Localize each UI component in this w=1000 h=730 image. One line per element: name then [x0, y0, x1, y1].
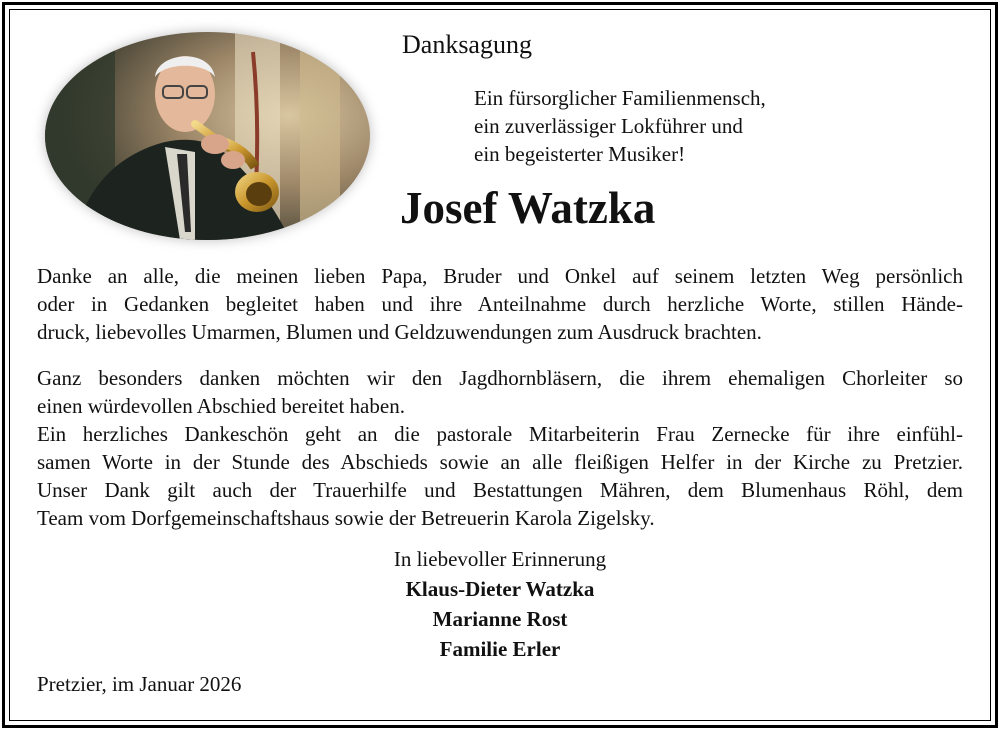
signatory-name: Marianne Rost [432, 607, 568, 631]
paragraph-line: Team vom Dorfgemeinschaftshaus sowie der Betreuerin Karola Zigelsky. [37, 506, 655, 530]
paragraph-line: oder in Gedanken begleitet haben und ihre Anteilnahme durch herzliche Worte, stillen Hände- [37, 292, 963, 316]
paragraph-line: einen würdevollen Abschied bereitet haben. [37, 394, 405, 418]
signatory-name: Familie Erler [439, 637, 561, 661]
signoff-block [250, 544, 750, 664]
deceased-name: Josef Watzka [400, 183, 656, 233]
thanks-paragraph-2 [37, 364, 963, 532]
notice-heading: Danksagung [402, 30, 532, 59]
paragraph-line: samen Worte in der Stunde des Abschieds sowie an alle fleißigen Helfer in der Kirche zu Pretzier. [37, 450, 963, 474]
place-date: Pretzier, im Januar 2026 [37, 672, 242, 696]
paragraph-line: Danke an alle, die meinen lieben Papa, Bruder und Onkel auf seinem letzten Weg persönlich [37, 264, 963, 288]
paragraph-line: druck, liebevolles Umarmen, Blumen und Geldzuwendungen zum Ausdruck brachten. [37, 320, 762, 344]
tagline-line: Ein fürsorglicher Familienmensch, [474, 86, 766, 110]
portrait-image [45, 32, 370, 240]
tagline [474, 84, 766, 168]
paragraph-line: Ganz besonders danken möchten wir den Jagdhornbläsern, die ihrem ehemaligen Chorleiter so [37, 366, 963, 390]
tagline-line: ein zuverlässiger Lokführer und [474, 114, 743, 138]
tagline-line: ein begeisterter Musiker! [474, 142, 686, 166]
signoff-line: In liebevoller Erinnerung [393, 547, 607, 571]
paragraph-line: Ein herzliches Dankeschön geht an die pastorale Mitarbeiterin Frau Zernecke für ihre einfühl- [37, 422, 963, 446]
thanks-paragraph-1 [37, 262, 963, 346]
paragraph-line: Unser Dank gilt auch der Trauerhilfe und Bestattungen Mähren, dem Blumenhaus Röhl, dem [37, 478, 963, 502]
portrait-photo [45, 32, 370, 240]
signatory-name: Klaus-Dieter Watzka [405, 577, 595, 601]
